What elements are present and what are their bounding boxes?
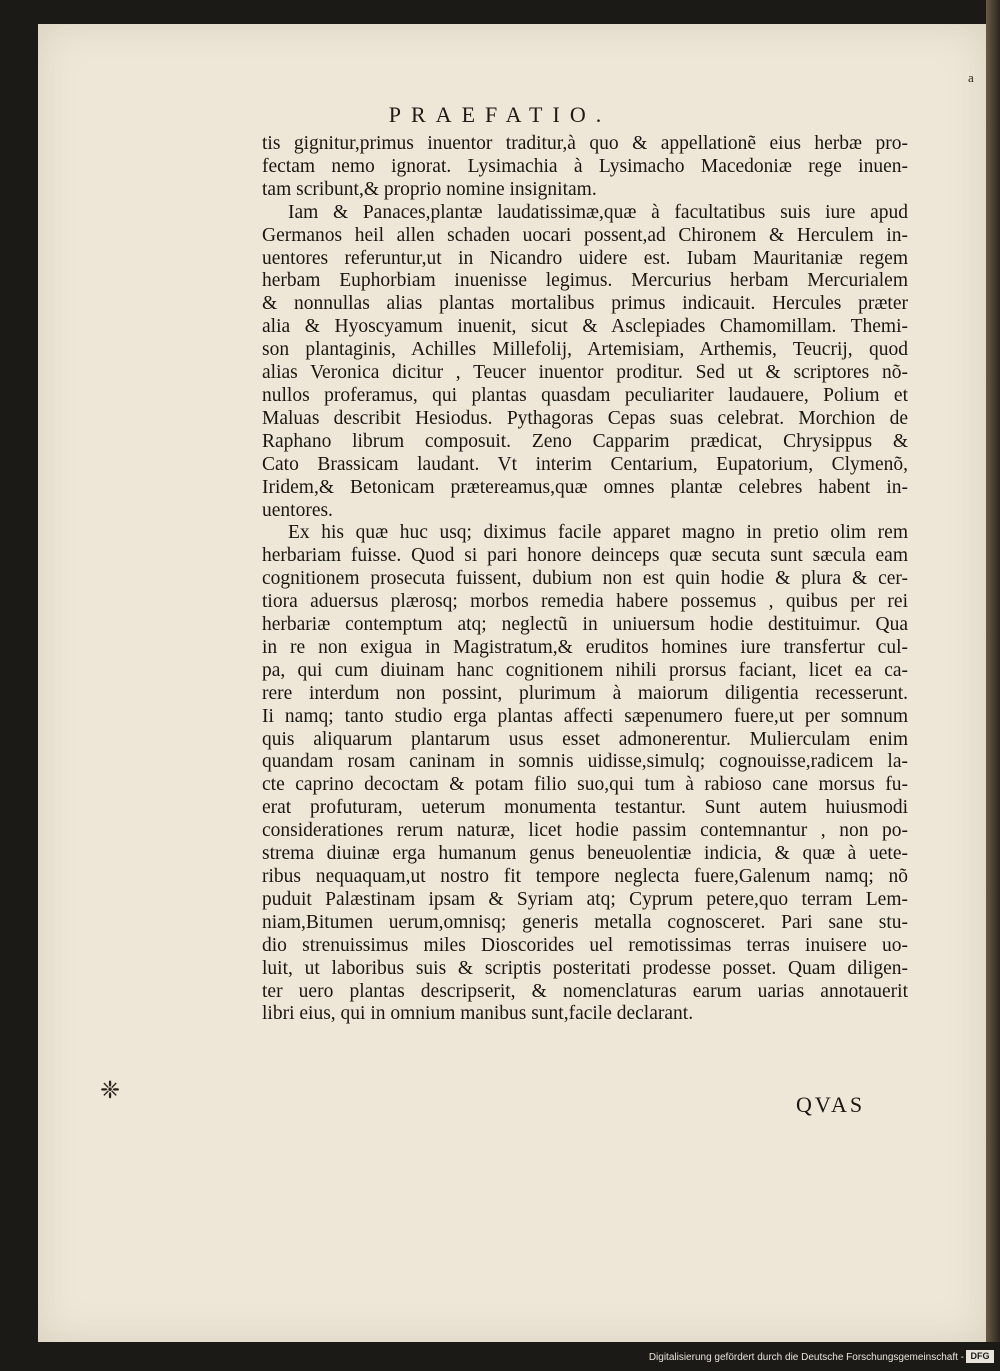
text-line: puduit Palæstinam ipsam & Syriam atq; Cyprum petere,quo terram Lem- — [262, 888, 908, 910]
text-line: in re non exigua in Magistratum,& eruditos homines iure transfertur cul- — [262, 636, 908, 658]
text-line: Germanos heil allen schaden uocari possent,ad Chironem & Herculem in- — [262, 224, 908, 246]
text-line: uentores. — [262, 499, 333, 521]
text-line: tiora aduersus plærosq; morbos remedia habere possemus , quibus per rei — [262, 591, 908, 613]
text-line: ter uero plantas descripserit, & nomenclaturas earum uarias annotauerit — [262, 980, 908, 1002]
text-line: ribus nequaquam,ut nostro fit tempore neglecta fuere,Galenum namq; nõ — [262, 866, 908, 887]
text-line: quandam rosam caninam in somnis uidisse,simulq; cognouisse,radicem la- — [262, 751, 908, 773]
text-line: herbariæ contemptum atq; neglectũ in uniuersum hodie destituimur. Qua — [262, 614, 908, 636]
text-line: Cato Brassicam laudant. Vt interim Centarium, Eupatorium, Clymenõ, — [262, 453, 908, 475]
text-line: erat profuturam, ueterum monumenta testantur. Sunt autem huiusmodi — [262, 797, 908, 819]
text-line: herbam Euphorbiam inuenisse legimus. Mercurius herbam Mercurialem — [262, 270, 908, 292]
text-line: Raphano librum composuit. Zeno Capparim prædicat, Chrysippus & — [262, 430, 908, 452]
funding-credit: Digitalisierung gefördert durch die Deutsche Forschungsgemeinschaft - — [648, 1352, 964, 1363]
text-line: tis gignitur,primus inuentor traditur,à quo & appellationẽ eius herbæ pro- — [262, 133, 908, 154]
text-line: fectam nemo ignorat. Lysimachia à Lysimacho Macedoniæ rege inuen- — [262, 155, 908, 177]
text-line: herbariam fuisse. Quod si pari honore deinceps quæ secuta sunt sæcula eam — [262, 545, 908, 567]
catchword: QVAS — [796, 1092, 866, 1117]
text-line: & nonnullas alias plantas mortalibus primus indicauit. Hercules præter — [262, 293, 908, 315]
dfg-logo: DFG — [966, 1350, 994, 1363]
text-line: libri eius, qui in omnium manibus sunt,facile declarant. — [262, 1003, 694, 1025]
text-line: alia & Hyoscyamum inuenit, sicut & Asclepiades Chamomillam. Themi- — [262, 316, 908, 338]
text-line: cte caprino decoctam & potam filio suo,qui tum à rabioso cane morsus fu- — [262, 774, 908, 796]
text-line: nullos proferamus, qui plantas quasdam peculiariter laudauere, Polium et — [262, 384, 908, 406]
text-line: alias Veronica dicitur , Teucer inuentor proditur. Sed ut & scriptores nõ- — [262, 362, 908, 384]
text-line: strema diuinæ erga humanum genus beneuolentiæ indicia, & quæ à uete- — [262, 843, 908, 865]
text-line: rere interdum non possint, plurimum à maiorum diligentia recesserunt. — [262, 682, 908, 704]
text-line: Iridem,& Betonicam prætereamus,quæ omnes plantæ celebres habent in- — [262, 476, 908, 498]
ornament-icon: ❈ — [100, 1078, 121, 1104]
signature-mark: a — [968, 70, 974, 85]
text-line: Ex his quæ huc usq; diximus facile apparet magno in pretio olim rem — [288, 522, 908, 544]
text-line: considerationes rerum naturæ, licet hodie passim contemnantur , non po- — [262, 820, 908, 842]
text-line: dio strenuissimus miles Dioscorides uel remotissimas terras inuisere uo- — [262, 934, 908, 956]
text-line: tam scribunt,& proprio nomine insignitam. — [262, 178, 597, 200]
text-line: Maluas describit Hesiodus. Pythagoras Cepas suas celebrat. Morchion de — [262, 407, 908, 429]
text-line: quis aliquarum plantarum usus esset admonerentur. Mulierculam enim — [262, 728, 908, 750]
body-text — [262, 133, 908, 1026]
text-line: pa, qui cum diuinam hanc cognitionem nihili prorsus faciant, licet ea ca- — [262, 659, 908, 681]
text-line: uentores referuntur,ut in Nicandro uidere est. Iubam Mauritaniæ regem — [262, 247, 908, 269]
text-line: cognitionem prosecuta fuissent, dubium non est quin hodie & plura & cer- — [262, 568, 908, 590]
running-head: PRAEFATIO. — [388, 102, 612, 127]
footer-bar — [0, 1342, 1000, 1371]
text-line: Iam & Panaces,plantæ laudatissimæ,quæ à facultatibus suis iure apud — [288, 201, 908, 223]
text-line: Ii namq; tanto studio erga plantas affecti sæpenumero fuere,ut per somnum — [262, 705, 908, 727]
text-line: luit, ut laboribus suis & scriptis posteritati prodesse posset. Quam diligen- — [262, 957, 908, 979]
book-edge — [986, 0, 1000, 1342]
text-line: niam,Bitumen uerum,omnisq; generis metalla cognosceret. Pari sane stu- — [262, 911, 908, 933]
text-line: son plantaginis, Achilles Millefolij, Artemisiam, Arthemis, Teucrij, quod — [262, 339, 908, 361]
